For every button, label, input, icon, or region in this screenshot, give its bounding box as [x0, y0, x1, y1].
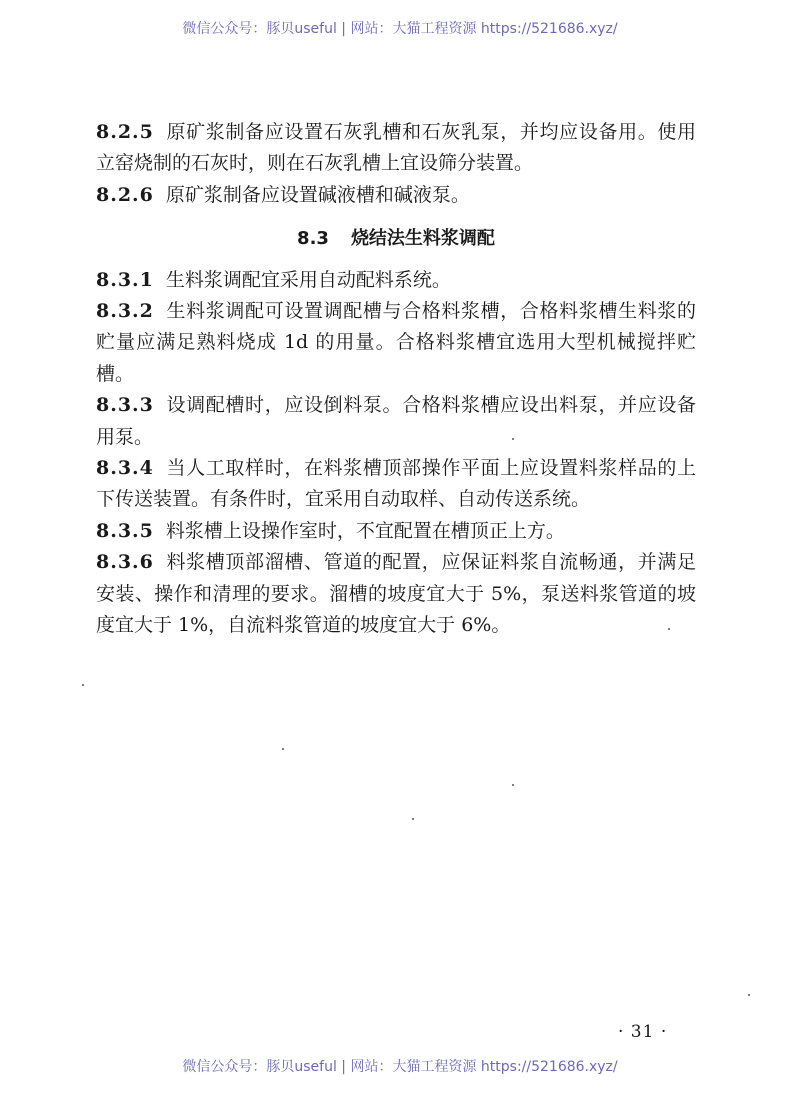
watermark-bottom: 微信公众号：豚贝useful | 网站：大猫工程资源 https://521686.xyz/	[182, 1059, 618, 1075]
clause-number: 8.2.5	[96, 121, 154, 143]
clause-text: 生料浆调配宜采用自动配料系统。	[165, 268, 451, 291]
clause-number: 8.3.4	[96, 457, 154, 480]
scan-speck	[512, 784, 514, 786]
scan-speck	[748, 994, 750, 996]
scan-speck	[412, 818, 414, 820]
clause-text: 料浆槽顶部溜槽、管道的配置，应保证料浆自流畅通，并满足安装、操作和清理的要求。溜槽的坡度宜大于 5%，泵送料浆管道的坡度宜大于 1%，自流料浆管道的坡度宜大于 6%。	[96, 551, 696, 637]
clause-number: 8.3.1	[96, 268, 154, 291]
clause-8-2-6	[96, 180, 696, 211]
clause-8-3-4	[96, 453, 696, 516]
document-body	[96, 117, 696, 642]
clause-number: 8.3.5	[96, 519, 154, 542]
clause-text: 设调配槽时，应设倒料泵。合格料浆槽应设出料泵，并应设备用泵。	[96, 394, 696, 448]
scan-speck	[512, 438, 514, 440]
clause-number: 8.3.2	[96, 300, 154, 323]
section-title: 烧结法生料浆调配	[350, 228, 495, 250]
clause-text: 当人工取样时，在料浆槽顶部操作平面上应设置料浆样品的上下传送装置。有条件时，宜采用自动取样、自动传送系统。	[96, 457, 696, 511]
watermark-top: 微信公众号：豚贝useful | 网站：大猫工程资源 https://521686.xyz/	[182, 21, 618, 37]
clause-text: 料浆槽上设操作室时，不宜配置在槽顶正上方。	[165, 519, 565, 542]
page-number: · 31 ·	[618, 1022, 668, 1042]
section-heading	[96, 223, 696, 254]
clause-number: 8.2.6	[96, 183, 154, 206]
clause-text: 原矿浆制备应设置碱液槽和碱液泵。	[165, 183, 470, 206]
clause-8-3-5	[96, 516, 696, 547]
scan-speck	[668, 628, 670, 630]
clause-8-3-1	[96, 265, 696, 296]
scan-speck	[82, 684, 84, 686]
clause-text: 原矿浆制备应设置石灰乳槽和石灰乳泵，并均应设备用。使用立窑烧制的石灰时，则在石灰乳槽上宜设筛分装置。	[96, 121, 696, 175]
clause-8-3-2	[96, 296, 696, 390]
clause-8-3-6	[96, 547, 696, 641]
clause-8-2-5	[96, 117, 696, 180]
clause-8-3-3	[96, 390, 696, 453]
section-number: 8.3	[297, 228, 329, 250]
clause-number: 8.3.6	[96, 551, 154, 574]
clause-text: 生料浆调配可设置调配槽与合格料浆槽，合格料浆槽生料浆的贮量应满足熟料烧成 1d 的用量。合格料浆槽宜选用大型机械搅拌贮槽。	[96, 300, 696, 385]
clause-number: 8.3.3	[96, 394, 154, 417]
scan-speck	[282, 748, 284, 750]
